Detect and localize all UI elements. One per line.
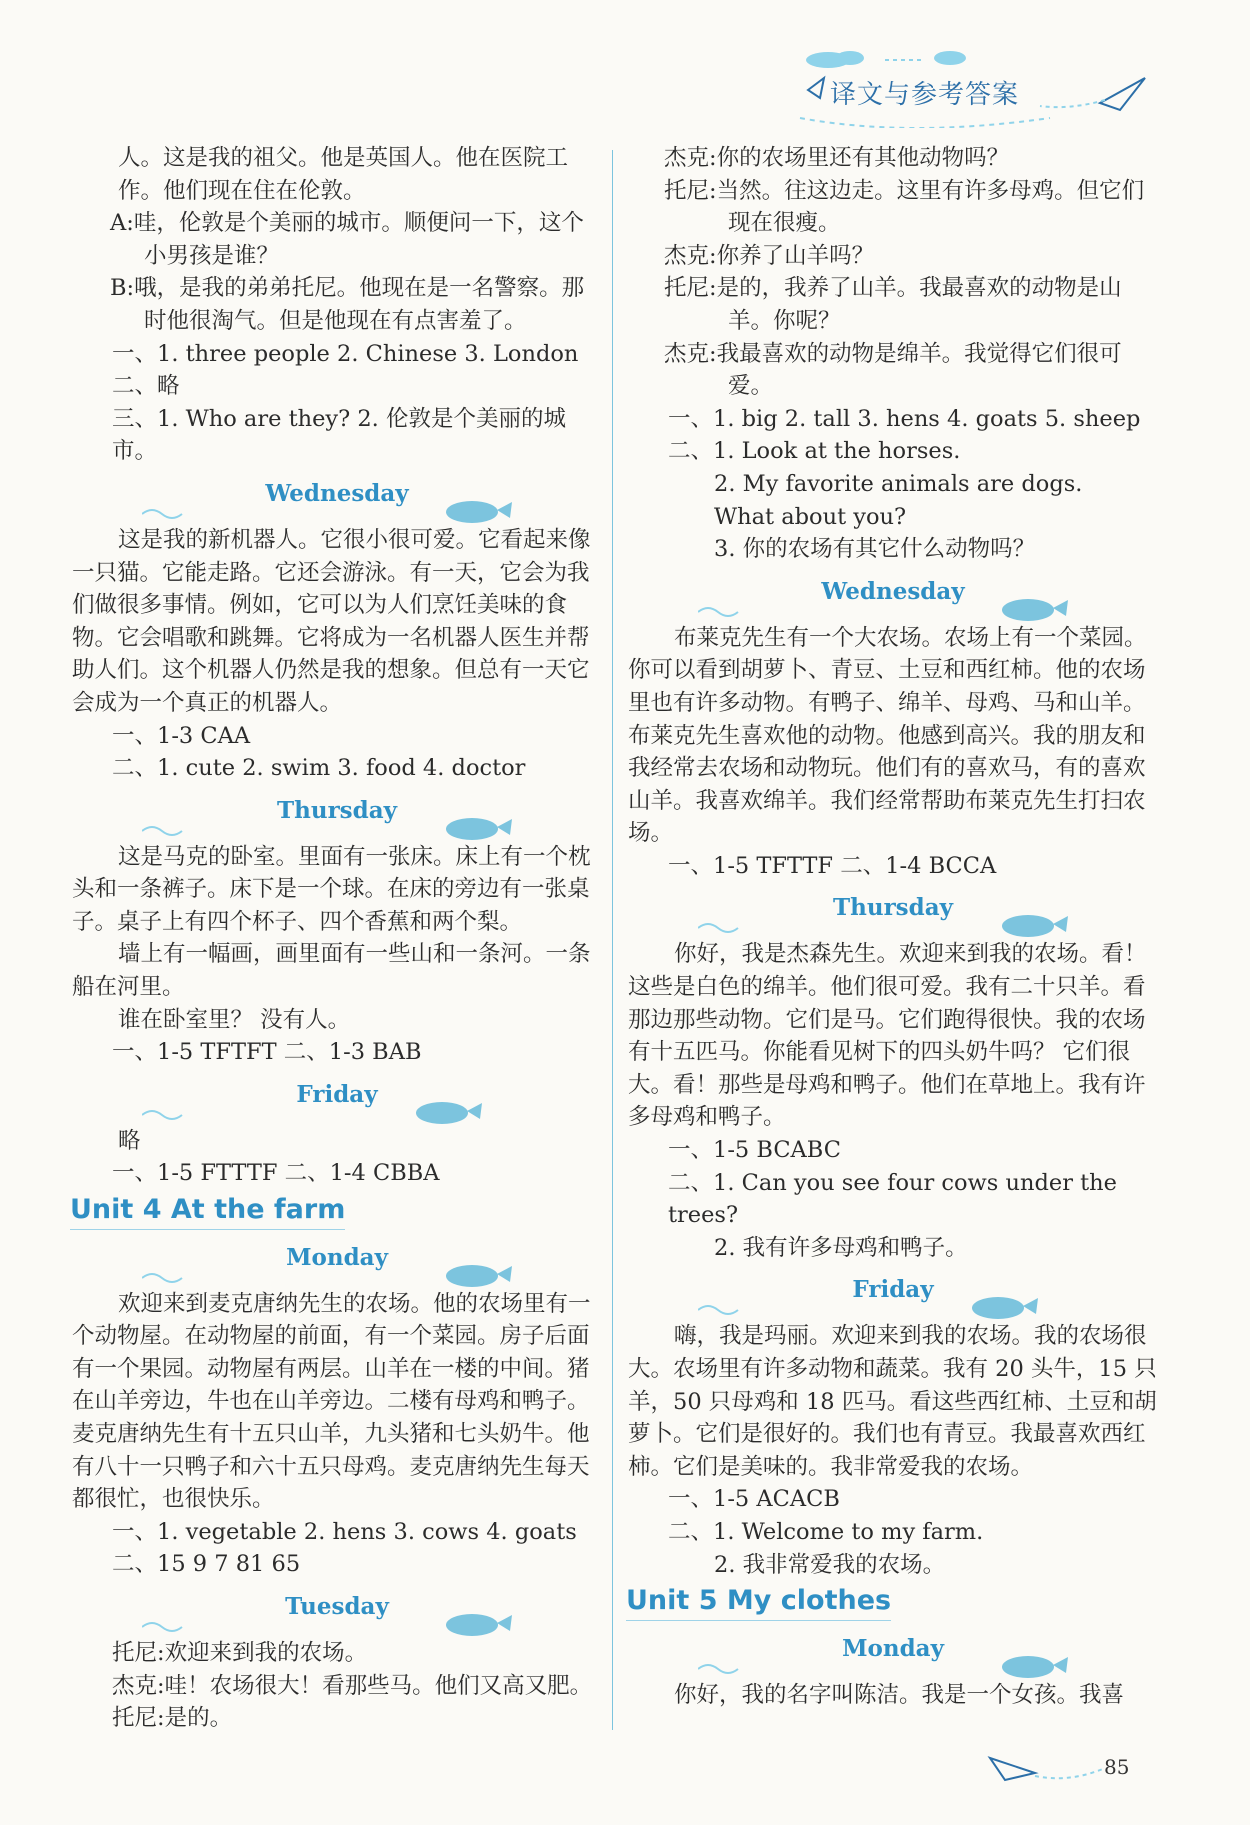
day-label: Monday xyxy=(842,1634,944,1662)
answer-line: 三、1. Who are they? 2. 伦敦是个美丽的城市。 xyxy=(112,405,566,465)
answer-line: 二、略 xyxy=(112,373,180,400)
day-label: Friday xyxy=(296,1080,378,1108)
day-label: Wednesday xyxy=(265,479,409,507)
day-label: Thursday xyxy=(277,796,397,824)
day-heading-friday xyxy=(72,1075,602,1121)
answer-line: 2. My favorite animals are dogs. What about you? xyxy=(714,470,1083,530)
answer-line: 3. 你的农场有其它什么动物吗？ xyxy=(714,536,1036,563)
day-heading-monday xyxy=(628,1629,1158,1675)
answer-line: 2. 我非常爱我的农场。 xyxy=(714,1551,946,1578)
paragraph: 你好，我的名字叫陈洁。我是一个女孩。我喜 xyxy=(674,1681,1125,1708)
answer-line: 一、1. vegetable 2. hens 3. cows 4. goats xyxy=(112,1518,577,1545)
paragraph: 略 xyxy=(118,1127,141,1154)
paragraph: 人。这是我的祖父。他是英国人。他在医院工作。他们现在住在伦敦。 xyxy=(118,145,569,204)
answer-line: 二、1. Look at the horses. xyxy=(668,438,961,465)
answer-line: 一、1. three people 2. Chinese 3. London xyxy=(112,340,579,367)
right-column xyxy=(628,142,1158,1711)
paper-plane-icon xyxy=(985,1738,1115,1788)
answer-line: 2. 我有许多母鸡和鸭子。 xyxy=(714,1234,968,1261)
dialogue-line: 托尼:是的，我养了山羊。我最喜欢的动物是山羊。你呢？ xyxy=(664,275,1122,334)
paragraph: 这是马克的卧室。里面有一张床。床上有一个枕头和一条裤子。床下是一个球。在床的旁边有一张桌子。桌子上有四个杯子、四个香蕉和两个梨。 xyxy=(72,843,591,935)
paragraph: 墙上有一幅画，画里面有一些山和一条河。一条船在河里。 xyxy=(72,941,591,1001)
dialogue-line: 托尼:是的。 xyxy=(112,1705,233,1732)
day-heading-monday xyxy=(72,1238,602,1284)
paragraph: 布莱克先生有一个大农场。农场上有一个菜园。你可以看到胡萝卜、青豆、土豆和西红柿。他的农场里也有许多动物。有鸭子、绵羊、母鸡、马和山羊。布莱克先生喜欢他的动物。他感到高兴。我的朋友和我经常去农场和动物玩。他们有的喜欢马，有的喜欢山羊。我喜欢绵羊。我们经常帮助布莱克先生打扫农场。 xyxy=(628,624,1147,847)
answer-line: 二、1. Welcome to my farm. xyxy=(668,1518,984,1545)
dialogue-line: 杰克:你养了山羊吗？ xyxy=(664,242,875,269)
dialogue-line: 杰克:我最喜欢的动物是绵羊。我觉得它们很可爱。 xyxy=(664,340,1122,400)
paragraph: 谁在卧室里？ 没有人。 xyxy=(118,1006,351,1033)
answer-line: 一、1-5 FTTTF 二、1-4 CBBA xyxy=(112,1160,440,1187)
dialogue-line: B:哦，是我的弟弟托尼。他现在是一名警察。那时他很淘气。但是他现在有点害羞了。 xyxy=(110,275,585,334)
answer-line: 二、15 9 7 81 65 xyxy=(112,1551,301,1578)
day-label: Wednesday xyxy=(821,577,965,605)
paragraph: 嗨，我是玛丽。欢迎来到我的农场。我的农场很大。农场里有许多动物和蔬菜。我有 20 头牛，15 只羊，50 只母鸡和 18 匹马。看这些西红柿、土豆和胡萝卜。它们是很好的。我们也有青豆。我最喜欢西红柿。它们是美味的。我非常爱我的农场。 xyxy=(628,1323,1157,1480)
day-label: Monday xyxy=(286,1243,388,1271)
unit-heading: Unit 4 At the farm xyxy=(70,1194,345,1230)
dialogue-line: A:哇，伦敦是个美丽的城市。顺便问一下，这个小男孩是谁？ xyxy=(110,210,584,269)
column-divider xyxy=(612,150,613,1730)
day-label: Tuesday xyxy=(285,1592,389,1620)
dialogue-line: 杰克:哇！农场很大！看那些马。他们又高又肥。 xyxy=(112,1672,593,1699)
answer-line: 一、1-5 TFTTF 二、1-4 BCCA xyxy=(668,852,997,879)
answer-line: 一、1-5 BCABC xyxy=(668,1137,841,1164)
page-header xyxy=(790,48,1150,128)
answer-line: 二、1. Can you see four cows under the trees? xyxy=(668,1169,1117,1229)
paragraph: 你好，我是杰森先生。欢迎来到我的农场。看！这些是白色的绵羊。他们很可爱。我有二十只羊。看那边那些动物。它们是马。它们跑得很快。我的农场有十五匹马。你能看见树下的四头奶牛吗？ 它们很大。看！那些是母鸡和鸭子。他们在草地上。我有许多母鸡和鸭子。 xyxy=(628,941,1147,1131)
day-label: Friday xyxy=(852,1276,934,1304)
dialogue-line: 托尼:当然。往这边走。这里有许多母鸡。但它们现在很瘦。 xyxy=(664,177,1145,237)
page-number: 85 xyxy=(1104,1755,1130,1779)
dialogue-line: 杰克:你的农场里还有其他动物吗？ xyxy=(664,145,1010,171)
day-heading-wednesday xyxy=(628,572,1158,618)
answer-line: 一、1-5 ACACB xyxy=(668,1486,840,1513)
day-label: Thursday xyxy=(833,894,953,922)
header-title: 译文与参考答案 xyxy=(830,80,1020,110)
paragraph: 这是我的新机器人。它很小很可爱。它看起来像一只猫。它能走路。它还会游泳。有一天，它会为我们做很多事情。例如，它可以为人们烹饪美味的食物。它会唱歌和跳舞。它将成为一名机器人医生并帮助人们。这个机器人仍然是我的想象。但总有一天它会成为一个真正的机器人。 xyxy=(72,526,591,716)
day-heading-thursday xyxy=(72,791,602,837)
answer-line: 一、1. big 2. tall 3. hens 4. goats 5. sheep xyxy=(668,405,1141,432)
day-heading-thursday xyxy=(628,888,1158,934)
paragraph: 欢迎来到麦克唐纳先生的农场。他的农场里有一个动物屋。在动物屋的前面，有一个菜园。房子后面有一个果园。动物屋有两层。山羊在一楼的中间。猪在山羊旁边，牛也在山羊旁边。二楼有母鸡和鸭子。麦克唐纳先生有十五只山羊，九头猪和七头奶牛。他有八十一只鸭子和六十五只母鸡。麦克唐纳先生每天都很忙，也很快乐。 xyxy=(72,1290,591,1513)
day-heading-friday xyxy=(628,1270,1158,1316)
unit-heading: Unit 5 My clothes xyxy=(626,1585,891,1621)
answer-line: 一、1-3 CAA xyxy=(112,722,251,749)
answer-line: 二、1. cute 2. swim 3. food 4. doctor xyxy=(112,755,526,782)
answer-line: 一、1-5 TFTFT 二、1-3 BAB xyxy=(112,1039,422,1066)
day-heading-wednesday xyxy=(72,474,602,520)
day-heading-tuesday xyxy=(72,1587,602,1633)
left-column xyxy=(72,142,602,1735)
dialogue-line: 托尼:欢迎来到我的农场。 xyxy=(112,1639,368,1666)
